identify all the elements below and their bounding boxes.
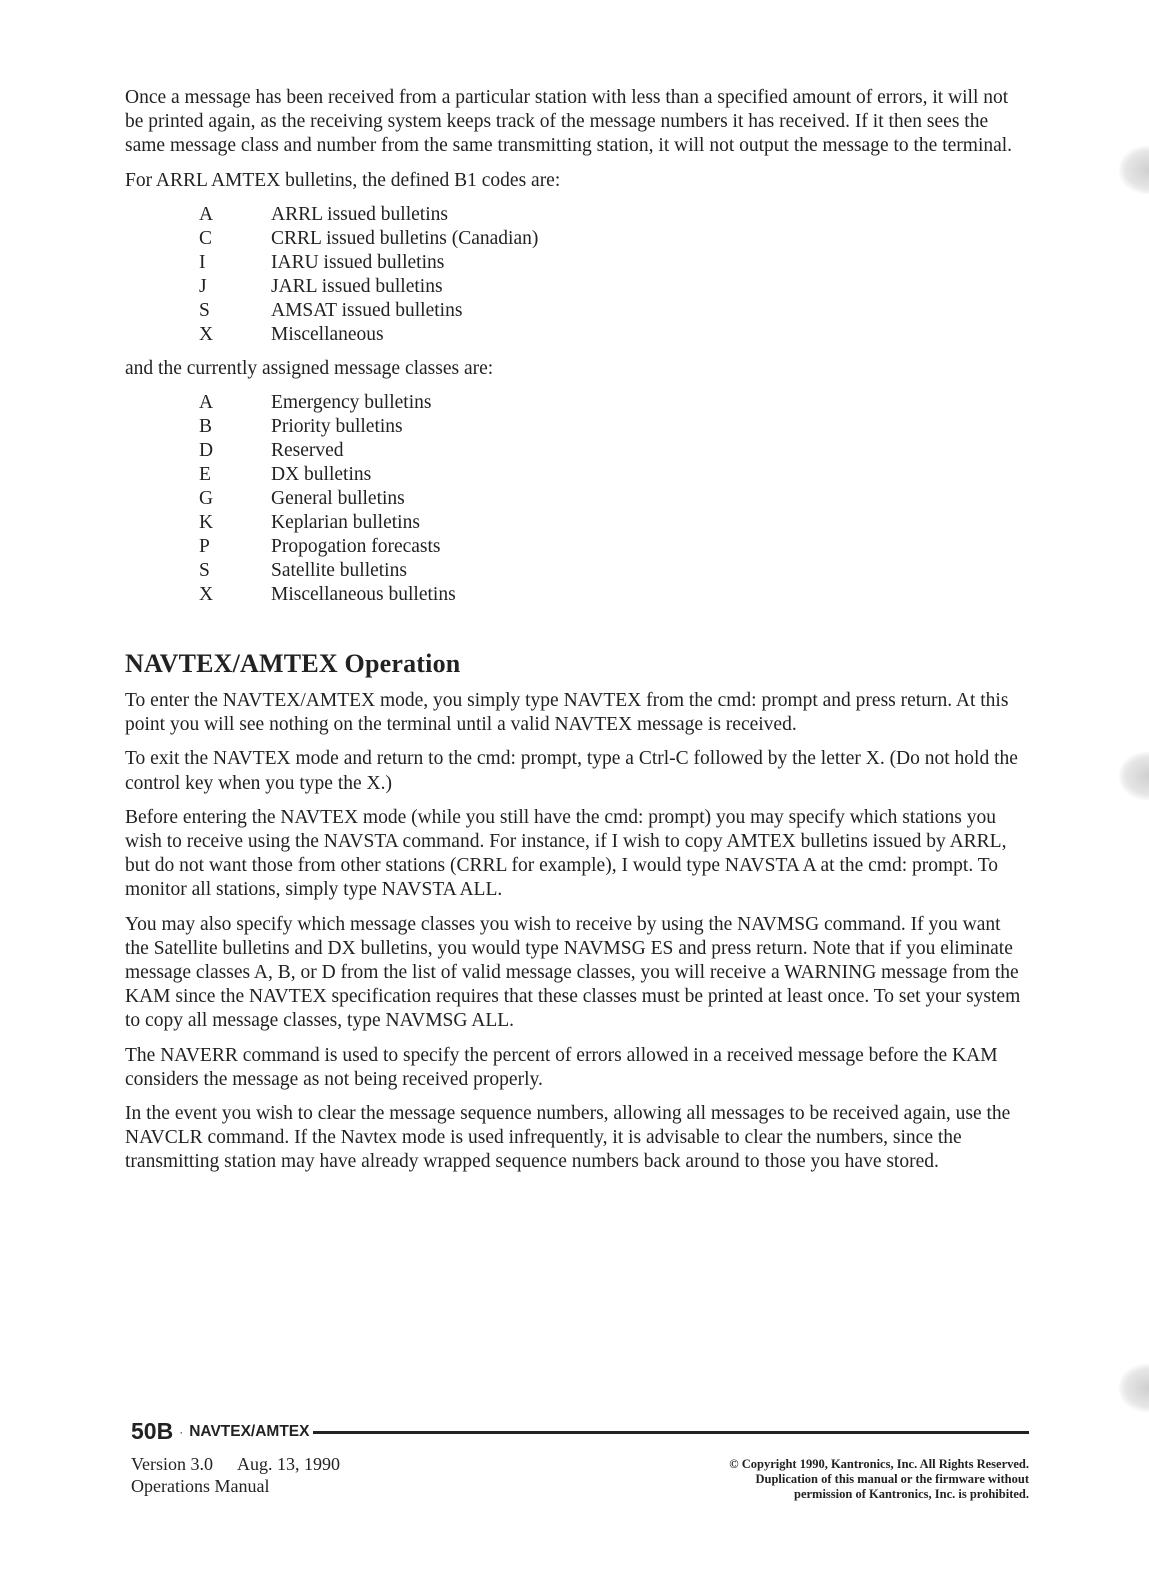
b1-code-desc: IARU issued bulletins — [271, 251, 445, 273]
list-item — [125, 275, 1025, 299]
version-info — [131, 1453, 340, 1502]
b1-code: A — [199, 203, 214, 225]
list-item — [125, 439, 1025, 463]
class-desc: Keplarian bulletins — [271, 512, 420, 534]
section-heading: NAVTEX/AMTEX Operation — [125, 649, 461, 679]
class-code: E — [199, 464, 211, 486]
list-item — [125, 391, 1025, 415]
b1-code: X — [199, 323, 214, 345]
paragraph: The NAVERR command is used to specify the percent of errors allowed in a received message before the KAM considers the message as not being received properly. — [125, 1044, 998, 1090]
list-item — [125, 203, 1025, 227]
class-desc: DX bulletins — [271, 464, 372, 486]
class-code: S — [199, 560, 210, 582]
b1-code-desc: CRRL issued bulletins (Canadian) — [271, 227, 539, 249]
copyright-line: Duplication of this manual or the firmware without — [755, 1472, 1029, 1486]
class-desc: Miscellaneous bulletins — [271, 584, 456, 606]
manual-title: Operations Manual — [131, 1476, 270, 1496]
b1-code: C — [199, 227, 213, 249]
paragraph: To exit the NAVTEX mode and return to the cmd: prompt, type a Ctrl-C followed by the letter X. (Do not hold the control key when you type the X.) — [125, 748, 1018, 794]
footer-header — [131, 1418, 1029, 1445]
page-footer — [131, 1418, 1029, 1502]
classes-intro: and the currently assigned message classes are: — [125, 357, 494, 379]
list-item — [125, 323, 1025, 347]
paragraph: Before entering the NAVTEX mode (while you still have the cmd: prompt) you may specify which stations you wish to receive using the NAVSTA command. For instance, if I wish to copy AMTEX bulletins issued by ARRL, but do not want those from other stations (CRRL for example), I would type NAVSTA A at the cmd: prompt. To monitor all stations, simply type NAVSTA ALL. — [125, 806, 1007, 901]
list-item — [125, 251, 1025, 275]
b1-code-desc: AMSAT issued bulletins — [271, 299, 463, 321]
class-code: A — [199, 392, 214, 414]
b1-code: J — [199, 275, 207, 297]
page-content — [125, 86, 1025, 1185]
page-number: 50B — [131, 1418, 174, 1444]
class-code: X — [199, 584, 214, 606]
binder-tab-mark — [1119, 146, 1149, 194]
list-item — [125, 583, 1025, 607]
b1-code-desc: Miscellaneous — [271, 323, 384, 345]
b1-code: I — [199, 251, 206, 273]
list-item — [125, 511, 1025, 535]
list-item — [125, 299, 1025, 323]
class-code: G — [199, 488, 214, 510]
footer-rule — [313, 1431, 1029, 1434]
binder-tab-mark — [1119, 752, 1149, 800]
list-item — [125, 487, 1025, 511]
paragraph: In the event you wish to clear the message sequence numbers, allowing all messages to be received again, use the NAVCLR command. If the Navtex mode is used infrequently, it is advisable to clear the numbers, since the transmitting station may have already wrapped sequence numbers back around to those you have stored. — [125, 1103, 1011, 1173]
message-class-list — [125, 391, 1025, 607]
class-desc: Propogation forecasts — [271, 536, 441, 558]
paragraph: To enter the NAVTEX/AMTEX mode, you simply type NAVTEX from the cmd: prompt and press return. At this point you will see nothing on the terminal until a valid NAVTEX message is received. — [125, 690, 1009, 736]
copyright-notice — [729, 1457, 1029, 1502]
list-item — [125, 535, 1025, 559]
release-date: Aug. 13, 1990 — [237, 1454, 340, 1474]
b1-codes-intro: For ARRL AMTEX bulletins, the defined B1 codes are: — [125, 169, 561, 191]
class-desc: Emergency bulletins — [271, 392, 432, 414]
list-item — [125, 463, 1025, 487]
class-desc: Satellite bulletins — [271, 560, 407, 582]
class-code: D — [199, 440, 214, 462]
running-head: NAVTEX/AMTEX — [189, 1422, 310, 1440]
class-desc: Reserved — [271, 440, 344, 462]
class-code: P — [199, 536, 210, 558]
class-code: B — [199, 416, 213, 438]
list-item — [125, 559, 1025, 583]
copyright-line: permission of Kantronics, Inc. is prohibited. — [794, 1487, 1029, 1501]
class-code: K — [199, 512, 214, 534]
version: Version 3.0 — [131, 1454, 213, 1474]
b1-code-desc: JARL issued bulletins — [271, 275, 443, 297]
list-item — [125, 227, 1025, 251]
b1-code-desc: ARRL issued bulletins — [271, 203, 448, 225]
intro-paragraph: Once a message has been received from a particular station with less than a specified amount of errors, it will not be printed again, as the receiving system keeps track of the message numbers it has received. If it then sees the same message class and number from the same transmitting station, it will not output the message to the terminal. — [125, 87, 1013, 157]
b1-code: S — [199, 299, 210, 321]
b1-code-list — [125, 203, 1025, 347]
footer-details — [131, 1453, 1029, 1502]
copyright-line: © Copyright 1990, Kantronics, Inc. All Rights Reserved. — [729, 1457, 1029, 1471]
list-item — [125, 415, 1025, 439]
class-desc: General bulletins — [271, 488, 405, 510]
class-desc: Priority bulletins — [271, 416, 403, 438]
binder-tab-mark — [1119, 1364, 1149, 1412]
paragraph: You may also specify which message classes you wish to receive by using the NAVMSG command. If you want the Satellite bulletins and DX bulletins, you would type NAVMSG ES and press return. Note that if you eliminate message classes A, B, or D from the list of valid message classes, you will receive a WARNING message from the KAM since the NAVTEX specification requires that these classes must be printed at least once. To set your system to copy all message classes, type NAVMSG ALL. — [125, 913, 1021, 1032]
separator-dot: · — [179, 1424, 184, 1439]
